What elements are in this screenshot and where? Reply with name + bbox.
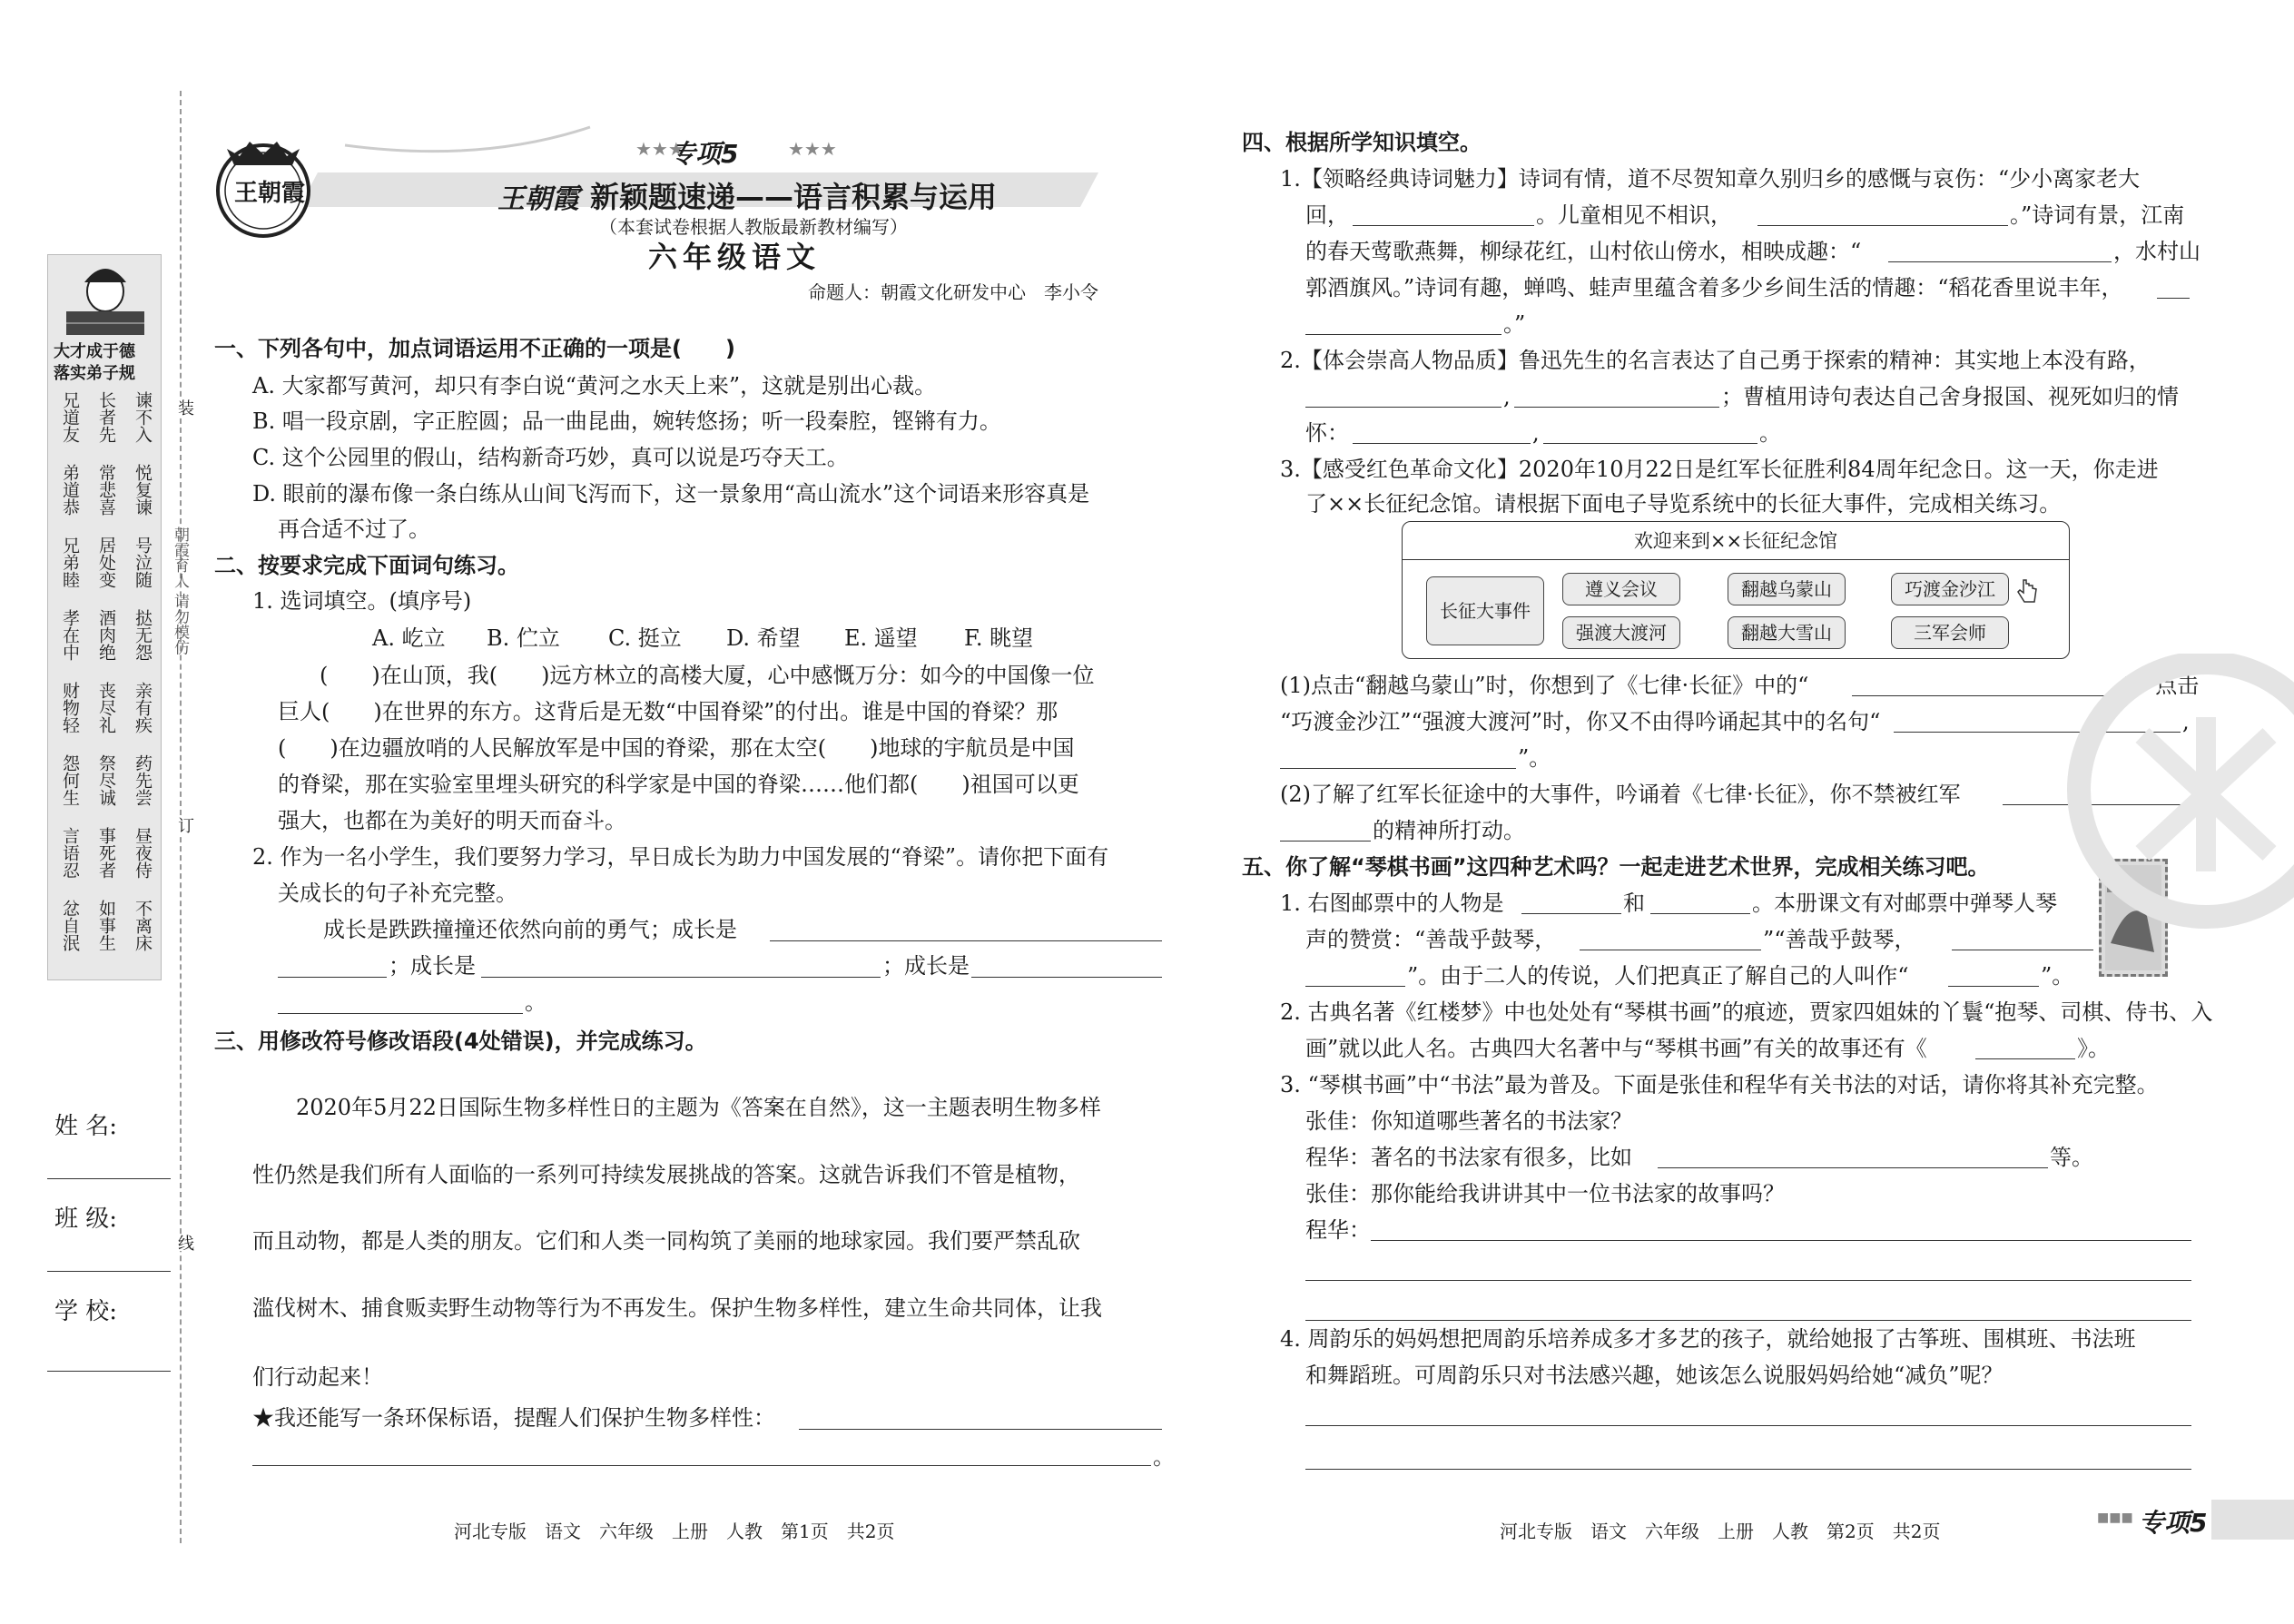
motto-sidebar	[47, 254, 162, 980]
q5-i1-l1b: 。本册课文有对邮票中弹琴人琴	[1752, 891, 2057, 916]
star-left: ★★★	[635, 138, 684, 160]
brand-name: 王朝霞	[497, 183, 579, 215]
q2-stem: 二、按要求完成下面词句练习。	[214, 553, 519, 578]
q5-i3-l3b: 等。	[2050, 1145, 2093, 1170]
q4-i2-blank-2[interactable]	[1514, 407, 1719, 408]
school-label: 学 校:	[54, 1298, 118, 1325]
q3-para-3: 而且动物，都是人类的朋友。它们和人类一同构筑了美丽的地球家园。我们要严禁乱砍	[252, 1228, 1080, 1254]
q4-i1-blank-1[interactable]	[1353, 225, 1534, 226]
q4-i1-l2a: 回，	[1305, 202, 1349, 228]
motto-column: 居处变	[96, 536, 116, 588]
word-choice: C. 挺立	[608, 625, 682, 651]
q5-i4-blank-1[interactable]	[1305, 1425, 2191, 1426]
word-choice: F. 眺望	[964, 625, 1034, 651]
notice-text: 朝霞育人 请勿模仿	[171, 527, 189, 655]
q5-i3-l4: 张佳：那你能给我讲讲其中一位书法家的故事吗？	[1305, 1181, 1785, 1206]
q3-end: 。	[1153, 1444, 1175, 1470]
hand-cursor-icon	[2016, 578, 2038, 604]
grade-title: 六年级语文	[648, 240, 822, 274]
q3-star-line: ★我还能写一条环保标语，提醒人们保护生物多样性：	[252, 1405, 775, 1431]
footer-left: 河北专版 语文 六年级 上册 人教 第1页 共2页	[454, 1521, 895, 1542]
panel-title: 欢迎来到××长征纪念馆	[1403, 522, 2069, 560]
q2-sub2-1: 2. 作为一名小学生，我们要努力学习，早日成长为助力中国发展的“脊梁”。请你把下面有	[252, 844, 1109, 870]
event-jinsha-button[interactable]: 巧渡金沙江	[1891, 573, 2009, 605]
q4-p2-blank-2[interactable]	[1280, 841, 1371, 842]
word-choice: E. 遥望	[844, 625, 918, 651]
motto-column: 如事生	[96, 900, 116, 951]
q5-i3-l2: 张佳：你知道哪些著名的书法家？	[1305, 1108, 1632, 1134]
motto-column: 不离床	[133, 900, 153, 951]
motto-column: 长者先	[96, 391, 116, 443]
footer-right: 河北专版 语文 六年级 上册 人教 第2页 共2页	[1500, 1521, 1941, 1542]
class-field[interactable]	[47, 1271, 171, 1272]
q4-i2-l2: ；曹植用诗句表达自己舍身报国、视死如归的情	[1721, 384, 2179, 409]
q4-i1-l1: 1.【领略经典诗词魅力】诗词有情，道不尽贺知章久别归乡的感慨与哀伤：“少小离家老大	[1280, 166, 2141, 192]
school-field[interactable]	[47, 1371, 171, 1372]
q4-i1-blank-4a[interactable]	[2157, 298, 2190, 299]
q2-sub2-2: 关成长的句子补充完整。	[278, 881, 517, 906]
q4-i2-blank-3[interactable]	[1353, 443, 1531, 444]
q3-slogan-blank-1[interactable]	[799, 1429, 1162, 1430]
q5-i1-l2b: ”“善哉乎鼓琴，	[1763, 927, 1916, 952]
motto-column: 弟道恭	[60, 464, 80, 516]
q4-i1-blank-3[interactable]	[1888, 261, 2112, 262]
q4-p1-blank-3[interactable]	[1280, 768, 1516, 769]
q5-i2-blank[interactable]	[1975, 1058, 2075, 1059]
q4-i3-l2: 了××长征纪念馆。请根据下面电子导览系统中的长征大事件，完成相关练习。	[1305, 491, 2062, 517]
motto-column: 丧尽礼	[96, 682, 116, 733]
q4-p1-comma: ,	[2182, 709, 2190, 734]
q5-i1-and: 和	[1623, 891, 1645, 916]
q4-p1-l1a: (1)点击“翻越乌蒙山”时，你想到了《七律·长征》中的“	[1280, 673, 1809, 698]
motto-column: 谏不入	[133, 391, 153, 443]
motto-column: 挞无怨	[133, 609, 153, 661]
q5-i1-l1a: 1. 右图邮票中的人物是	[1280, 891, 1504, 916]
q3-para-4: 滥伐树木、捕食贩卖野生动物等行为不再发生。保护生物多样性，建立生命共同体，让我	[252, 1295, 1102, 1321]
class-label: 班 级:	[54, 1206, 118, 1233]
q4-i1-l2b: 。儿童相见不相识，	[1536, 202, 1732, 228]
q4-i2-blank-4[interactable]	[1543, 443, 1757, 444]
q3-para-2: 性仍然是我们所有人面临的一系列可持续发展挑战的答案。这就告诉我们不管是植物，	[252, 1162, 1080, 1187]
q5-i1-blank-6[interactable]	[1948, 986, 2039, 987]
q1-option-c: C. 这个公园里的假山，结构新奇巧妙，真可以说是巧夺天工。	[252, 445, 849, 470]
q3-slogan-blank-2[interactable]	[252, 1465, 1151, 1466]
q2-fill-2a: ；成长是	[389, 953, 476, 979]
name-field[interactable]	[47, 1178, 171, 1179]
q3-para-1: 2020年5月22日国际生物多样性日的主题为《答案在自然》，这一主题表明生物多样	[296, 1095, 1101, 1120]
q5-i3-blank-2[interactable]	[1371, 1240, 2191, 1241]
q4-p1-end: ”。	[1518, 745, 1551, 771]
q5-i1-l2a: 声的赞赏：“善哉乎鼓琴，	[1305, 927, 1557, 952]
motto-column: 怨何生	[60, 754, 80, 806]
binding-label-1: 装	[172, 399, 196, 416]
q1-option-b: B. 唱一段京剧，字正腔圆；品一曲昆曲，婉转悠扬；听一段秦腔，铿锵有力。	[252, 408, 1001, 434]
seal-watermark	[2061, 654, 2294, 944]
q2-para-5: 强大，也都在为美好的明天而奋斗。	[278, 808, 626, 833]
q5-i4-blank-2[interactable]	[1305, 1469, 2191, 1470]
q4-i2-comma-1: ,	[1503, 384, 1511, 409]
q3-para-5: 们行动起来！	[252, 1364, 383, 1390]
q4-i2-comma-2: ,	[1532, 420, 1540, 446]
motto-column: 酒肉绝	[96, 609, 116, 661]
motto-top: 大才成于德	[54, 342, 135, 361]
name-label: 姓 名:	[54, 1113, 118, 1140]
corner-series-label: 专项5	[2139, 1508, 2208, 1538]
q2-fill-2b: ；成长是	[882, 953, 970, 979]
word-choice: D. 希望	[726, 625, 801, 651]
q2-para-2: 巨人( )在世界的东方。这背后是无数“中国脊梁”的付出。谁是中国的脊梁？那	[278, 699, 1058, 724]
q5-i1-l3: ”。由于二人的传说，人们把真正了解自己的人叫作“	[1407, 963, 1909, 989]
q4-p2-l1: (2)了解了红军长征途中的大事件，吟诵着《七律·长征》，你不禁被红军	[1280, 782, 1961, 807]
motto-column: 昼夜侍	[133, 827, 153, 879]
motto-columns	[48, 391, 162, 972]
q4-p1-l1b: ”；点击	[2122, 673, 2200, 698]
q4-i1-l3b: ，水村山	[2113, 239, 2200, 264]
author-line: 命题人：朝霞文化研发中心 李小令	[808, 281, 1098, 303]
q5-i1-blank-5[interactable]	[1305, 986, 1405, 987]
q1-option-a: A. 大家都写黄河，却只有李白说“黄河之水天上来”，这就是别出心裁。	[252, 373, 937, 399]
event-dadu-button[interactable]: 强渡大渡河	[1562, 616, 1680, 649]
q4-i2-blank-1[interactable]	[1305, 407, 1501, 408]
q5-i3-l1: 3. “琴棋书画”中“书法”最为普及。下面是张佳和程华有关书法的对话，请你将其补充完整。	[1280, 1072, 2159, 1097]
q2-blank-5[interactable]	[278, 1013, 523, 1014]
q4-p1-l2: “巧渡金沙江”“强渡大渡河”时，你又不由得吟诵起其中的名句“	[1280, 709, 1881, 734]
booklet-title: 新颖题速递——语言积累与运用	[590, 180, 998, 214]
logo-text: 王朝霞	[234, 180, 306, 207]
q5-i2-l1: 2. 古典名著《红楼梦》中也处处有“琴棋书画”的痕迹，贾家四姐妹的丫鬟“抱琴、司棋、侍书、入	[1280, 999, 2213, 1025]
q5-i3-blank-4[interactable]	[1305, 1320, 2191, 1321]
q5-stem: 五、你了解“琴棋书画”这四种艺术吗？一起走进艺术世界，完成相关练习吧。	[1242, 854, 1990, 880]
museum-guide-panel	[1402, 521, 2070, 659]
booklet-subtitle: （本套试卷根据人教版最新教材编写）	[599, 216, 908, 238]
q4-i2-l1: 2.【体会崇高人物品质】鲁迅先生的名言表达了自己勇于探索的精神：其实地上本没有路，	[1280, 348, 2151, 373]
star-right: ★★★	[788, 138, 837, 160]
q5-i3-blank-1[interactable]	[1658, 1167, 2048, 1168]
q1-stem: 一、下列各句中，加点词语运用不正确的一项是( )	[214, 336, 735, 361]
q4-i1-l3a: 的春天莺歌燕舞，柳绿花红，山村依山傍水，相映成趣：“	[1305, 239, 1862, 264]
q4-i1-end: 。”	[1503, 311, 1526, 337]
q2-blank-2[interactable]	[278, 977, 387, 978]
motto-column: 兄道友	[60, 391, 80, 443]
q4-stem: 四、根据所学知识填空。	[1242, 130, 1482, 155]
motto-column: 孝在中	[60, 609, 80, 661]
motto-column: 忿自泯	[60, 900, 80, 951]
q1-option-d: D. 眼前的瀑布像一条白练从山间飞泻而下，这一景象用“高山流水”这个词语来形容真是	[252, 481, 1090, 507]
q2-blank-4[interactable]	[971, 977, 1162, 978]
q2-sub1: 1. 选词填空。(填序号)	[252, 588, 472, 614]
q2-para-3: ( )在边疆放哨的人民解放军是中国的脊梁，那在太空( )地球的宇航员是中国	[278, 735, 1075, 761]
q2-blank-1[interactable]	[770, 940, 1162, 941]
q4-i1-l4: 郭酒旗风。”诗词有趣，蝉鸣、蛙声里蕴含着多少乡间生活的情趣：“稻花香里说丰年，	[1305, 275, 2123, 300]
panel-label: 长征大事件	[1426, 576, 1544, 645]
q4-i1-l2c: 。”诗词有景，江南	[2010, 202, 2185, 228]
motto-column: 言语忍	[60, 827, 80, 879]
motto-column: 财物轻	[60, 682, 80, 733]
q5-i3-blank-3[interactable]	[1305, 1280, 2191, 1281]
q5-i1-blank-2[interactable]	[1650, 913, 1750, 914]
motto-column: 药先尝	[133, 754, 153, 806]
corner-dots-icon: ■■■	[2097, 1511, 2133, 1525]
q5-i2-l2: 画”就以此人名。古典四大名著中与“琴棋书画”有关的故事还有《	[1305, 1036, 1927, 1061]
q2-blank-3[interactable]	[481, 977, 881, 978]
binding-label-3: 线	[172, 1235, 196, 1251]
event-xueshan-button[interactable]: 翻越大雪山	[1728, 616, 1846, 649]
q4-p2-end: 的精神所打动。	[1373, 818, 1525, 843]
series-label: 专项5	[670, 139, 739, 169]
motto-column: 祭尽诚	[96, 754, 116, 806]
word-choice: B. 伫立	[487, 625, 560, 651]
q2-fill-3: 。	[525, 989, 546, 1015]
q5-i2-end: 》。	[2077, 1036, 2110, 1061]
q5-i4-l1: 4. 周韵乐的妈妈想把周韵乐培养成多才多艺的孩子，就给她报了古筝班、围棋班、书法班	[1280, 1326, 2136, 1352]
motto-column: 悦复谏	[133, 464, 153, 516]
word-choice: A. 屹立	[372, 625, 446, 651]
corner-tab-bg	[2211, 1500, 2294, 1540]
q4-i1-blank-4b[interactable]	[1305, 334, 1501, 335]
q5-i3-l3a: 程华：著名的书法家有很多，比如	[1305, 1145, 1632, 1170]
q5-i3-l5: 程华：	[1305, 1217, 1371, 1243]
event-zunyi-button[interactable]: 遵义会议	[1562, 573, 1680, 605]
q4-i1-blank-2[interactable]	[1757, 225, 2008, 226]
motto-column: 事死者	[96, 827, 116, 879]
q4-i2-end: 。	[1759, 420, 1781, 446]
q5-i1-end: ”。	[2041, 963, 2074, 989]
q1-option-d-cont: 再合适不过了。	[278, 517, 430, 542]
motto-column: 兄弟睦	[60, 536, 80, 588]
q2-fill-1: 成长是跌跌撞撞还依然向前的勇气；成长是	[323, 917, 737, 942]
q5-i1-blank-1[interactable]	[1521, 913, 1621, 914]
event-huishi-button[interactable]: 三军会师	[1891, 616, 2009, 649]
q3-stem: 三、用修改符号修改语段(4处错误)，并完成练习。	[214, 1029, 707, 1054]
motto-column: 亲有疾	[133, 682, 153, 733]
motto-bottom: 落实弟子规	[54, 364, 135, 383]
q5-i4-l2: 和舞蹈班。可周韵乐只对书法感兴趣，她该怎么说服妈妈给她“减负”呢？	[1305, 1363, 2004, 1388]
q2-para-1: ( )在山顶，我( )远方林立的高楼大厦，心中感慨万分：如今的中国像一位	[320, 663, 1095, 688]
binding-label-2: 订	[172, 817, 196, 833]
q4-i2-l3a: 怀：	[1305, 420, 1349, 446]
event-wumeng-button[interactable]: 翻越乌蒙山	[1728, 573, 1846, 605]
q2-para-4: 的脊梁，那在实验室里埋头研究的科学家是中国的脊梁……他们都( )祖国可以更	[278, 772, 1079, 797]
q4-i3-l1: 3.【感受红色革命文化】2020年10月22日是红军长征胜利84周年纪念日。这一天，你走进	[1280, 457, 2159, 482]
motto-column: 常悲喜	[96, 464, 116, 516]
motto-column: 号泣随	[133, 536, 153, 588]
